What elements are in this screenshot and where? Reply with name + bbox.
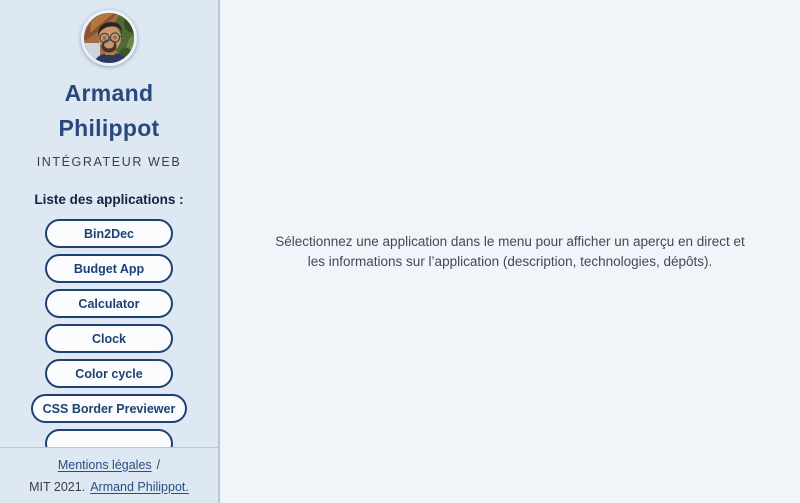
license-text: MIT 2021.: [29, 479, 86, 494]
app-button-css-border-previewer[interactable]: CSS Border Previewer: [31, 394, 188, 423]
app-preview-placeholder: Sélectionnez une application dans le menu pour afficher un aperçu en direct et les informations sur l’application (description, technologies, dépôts).: [275, 233, 745, 269]
app-button-partial[interactable]: [45, 429, 173, 447]
footer-license-line: [29, 480, 189, 494]
author-link[interactable]: Armand Philippot.: [90, 479, 189, 494]
site-title-line1: Armand: [64, 80, 154, 106]
site-title: [58, 76, 159, 146]
sidebar: [0, 0, 220, 503]
apps-list-label: Liste des applications :: [34, 192, 184, 207]
main-content: [220, 0, 800, 503]
sidebar-footer: [0, 447, 218, 503]
footer-separator: /: [156, 457, 161, 472]
avatar: [81, 10, 137, 66]
app-button-bin2dec[interactable]: Bin2Dec: [45, 219, 173, 248]
apps-list: [0, 219, 218, 447]
job-title: INTÉGRATEUR WEB: [36, 155, 182, 169]
avatar-photo-icon: [84, 13, 137, 66]
footer-legal-line: [58, 458, 160, 472]
legal-notice-link[interactable]: Mentions légales: [57, 457, 152, 472]
app-button-calculator[interactable]: Calculator: [45, 289, 173, 318]
site-title-line2: Philippot: [58, 115, 160, 141]
app-button-clock[interactable]: Clock: [45, 324, 173, 353]
app-button-color-cycle[interactable]: Color cycle: [45, 359, 173, 388]
app-button-budget-app[interactable]: Budget App: [45, 254, 173, 283]
